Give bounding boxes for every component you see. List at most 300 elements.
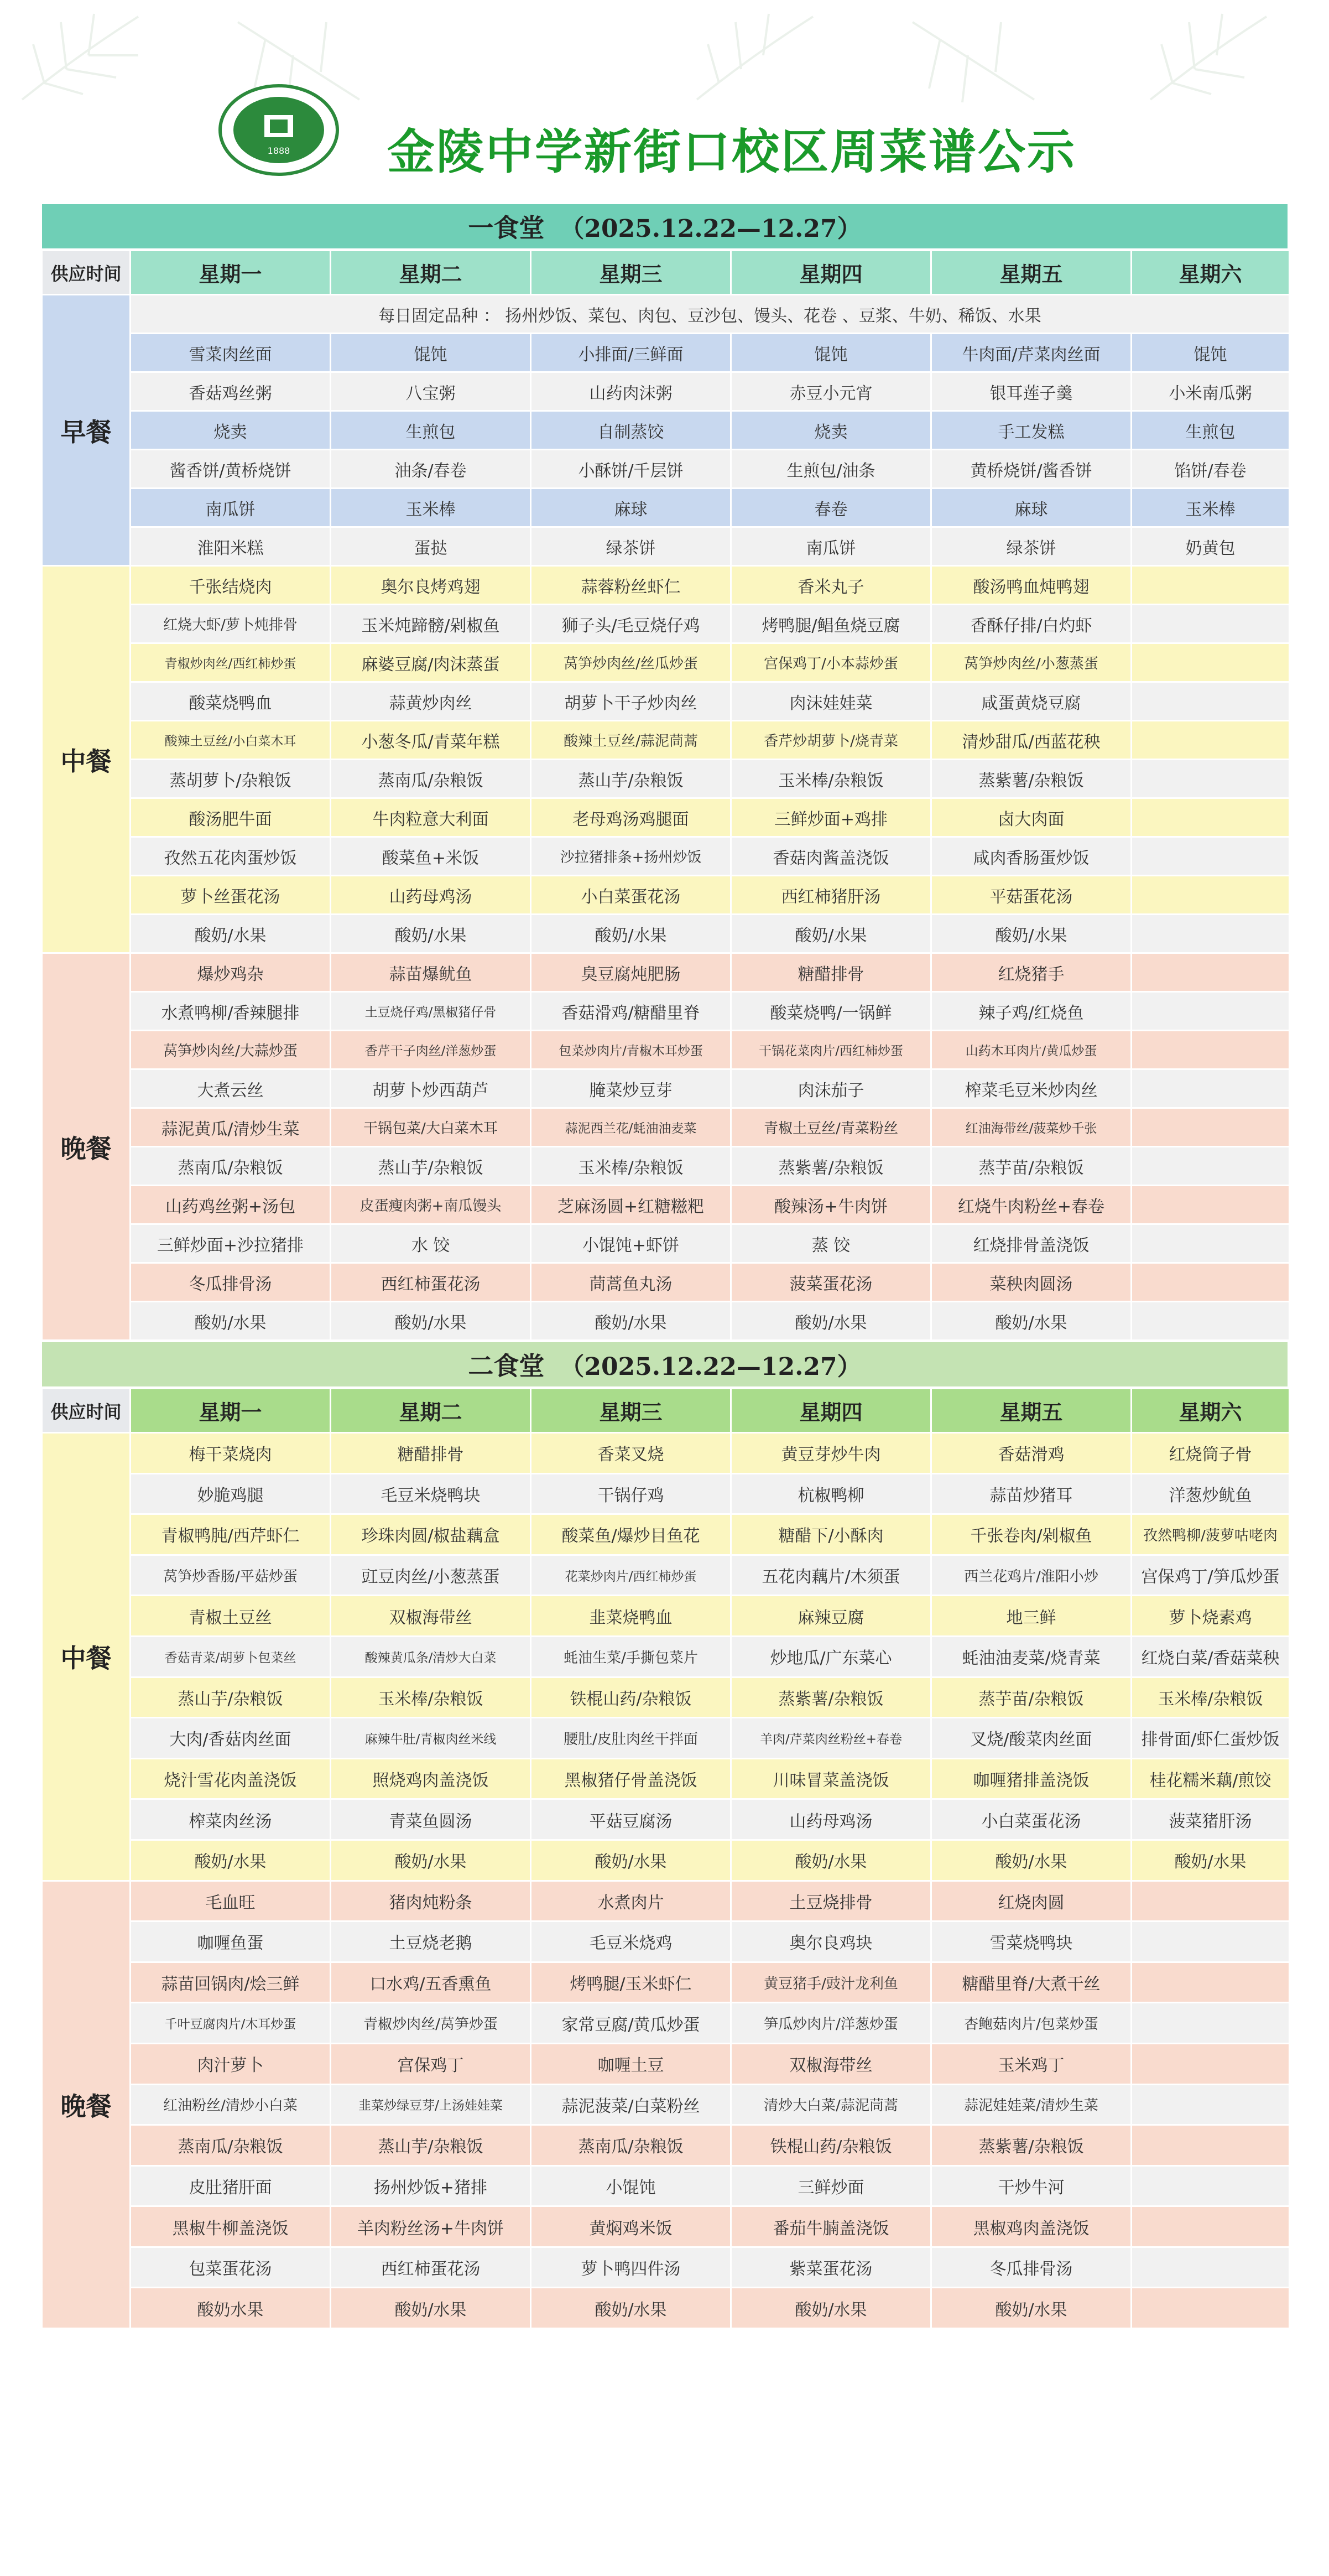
page-header — [0, 0, 1329, 199]
dish-cell: 菠菜蛋花汤 — [731, 1263, 931, 1302]
leaf-decoration-icon — [686, 11, 819, 105]
dish-cell: 酸菜烧鸭血 — [131, 682, 331, 721]
dish-cell: 包菜蛋花汤 — [131, 2247, 331, 2288]
leaf-decoration-icon — [11, 11, 144, 105]
dish-cell: 洋葱炒鱿鱼 — [1132, 1473, 1290, 1514]
dish-cell: 沙拉猪排条+扬州炒饭 — [531, 837, 731, 876]
dish-cell: 土豆烧仔鸡/黑椒猪仔骨 — [331, 992, 531, 1031]
dish-cell: 山药木耳肉片/黄瓜炒蛋 — [931, 1031, 1132, 1069]
dish-cell: 毛豆米烧鸡 — [531, 1921, 731, 1962]
dish-cell: 水 饺 — [331, 1224, 531, 1263]
dish-cell: 酸奶/水果 — [931, 2288, 1132, 2329]
dish-cell: 笋瓜炒肉片/洋葱炒蛋 — [731, 2003, 931, 2044]
dish-cell: 黑椒鸡肉盖浇饭 — [931, 2206, 1132, 2247]
dish-cell: 臭豆腐炖肥肠 — [531, 953, 731, 992]
dish-cell: 小葱冬瓜/青菜年糕 — [331, 721, 531, 760]
dish-cell: 红烧排骨盖浇饭 — [931, 1224, 1132, 1263]
dish-cell: 孜然鸭柳/菠萝咕咾肉 — [1132, 1514, 1290, 1555]
dish-cell: 南瓜饼 — [731, 527, 931, 566]
dish-cell: 蒸胡萝卜/杂粮饭 — [131, 760, 331, 798]
dish-cell: 韭菜烧鸭血 — [531, 1596, 731, 1637]
menu-row — [42, 1921, 1290, 1962]
dish-cell — [1132, 2247, 1290, 2288]
dish-cell: 油条/春卷 — [331, 450, 531, 489]
dish-cell: 老母鸡汤鸡腿面 — [531, 798, 731, 837]
menu-row — [42, 1069, 1290, 1108]
dish-cell: 炒地瓜/广东菜心 — [731, 1636, 931, 1677]
dish-cell: 桂花糯米藕/煎饺 — [1132, 1758, 1290, 1799]
menu-row — [42, 1555, 1290, 1596]
dish-cell: 酸奶/水果 — [131, 915, 331, 953]
dish-cell — [1132, 682, 1290, 721]
dish-cell: 红烧大虾/萝卜炖排骨 — [131, 605, 331, 643]
dish-cell: 酸奶/水果 — [931, 915, 1132, 953]
dish-cell: 酸奶/水果 — [731, 915, 931, 953]
menu-row — [42, 2125, 1290, 2166]
dish-cell: 西兰花鸡片/淮阳小炒 — [931, 1555, 1132, 1596]
dish-cell: 牛肉粒意大利面 — [331, 798, 531, 837]
dish-cell: 酸奶/水果 — [331, 2288, 531, 2329]
dish-cell: 奥尔良烤鸡翅 — [331, 566, 531, 605]
dish-cell: 小酥饼/千层饼 — [531, 450, 731, 489]
dish-cell: 蒸山芋/杂粮饭 — [131, 1677, 331, 1718]
menu-row — [42, 2084, 1290, 2125]
dish-cell: 麻辣牛肚/青椒肉丝米线 — [331, 1718, 531, 1759]
dish-cell: 馅饼/春卷 — [1132, 450, 1290, 489]
menu-row — [42, 1147, 1290, 1186]
dish-cell: 小米南瓜粥 — [1132, 372, 1290, 411]
dish-cell: 馄饨 — [331, 334, 531, 372]
dish-cell — [1132, 1147, 1290, 1186]
dish-cell: 杭椒鸭柳 — [731, 1473, 931, 1514]
dish-cell: 玉米棒 — [331, 489, 531, 527]
dish-cell: 山药肉沫粥 — [531, 372, 731, 411]
dish-cell: 皮蛋瘦肉粥+南瓜馒头 — [331, 1186, 531, 1224]
dish-cell: 红油粉丝/清炒小白菜 — [131, 2084, 331, 2125]
dish-cell: 酸奶/水果 — [931, 1302, 1132, 1341]
dish-cell: 淮阳米糕 — [131, 527, 331, 566]
dish-cell: 芝麻汤圆+红糖糍粑 — [531, 1186, 731, 1224]
menu-row — [42, 1224, 1290, 1263]
dish-cell: 干锅包菜/大白菜木耳 — [331, 1108, 531, 1147]
dish-cell: 蛋挞 — [331, 527, 531, 566]
dish-cell: 酸奶/水果 — [531, 915, 731, 953]
day-header: 星期一 — [131, 1389, 331, 1433]
menu-row — [42, 1514, 1290, 1555]
dish-cell: 羊肉/芹菜肉丝粉丝+春卷 — [731, 1718, 931, 1759]
dish-cell: 小排面/三鲜面 — [531, 334, 731, 372]
dish-cell: 手工发糕 — [931, 411, 1132, 450]
dish-cell: 蒜苗炒猪耳 — [931, 1473, 1132, 1514]
menu-row — [42, 837, 1290, 876]
school-logo-icon — [217, 83, 341, 177]
dish-cell: 地三鲜 — [931, 1596, 1132, 1637]
dish-cell: 香芹炒胡萝卜/烧青菜 — [731, 721, 931, 760]
dish-cell: 红油海带丝/菠菜炒千张 — [931, 1108, 1132, 1147]
dish-cell: 排骨面/虾仁蛋炒饭 — [1132, 1718, 1290, 1759]
dish-cell: 蒸南瓜/杂粮饭 — [331, 760, 531, 798]
dish-cell: 酸奶/水果 — [531, 1302, 731, 1341]
dish-cell: 蚝油生菜/手撕包菜片 — [531, 1636, 731, 1677]
dish-cell: 双椒海带丝 — [731, 2043, 931, 2084]
menu-row — [42, 1031, 1290, 1069]
dish-cell: 红烧筒子骨 — [1132, 1433, 1290, 1474]
dish-cell: 玉米棒/杂粮饭 — [331, 1677, 531, 1718]
dish-cell: 莴笋炒肉丝/丝瓜炒蛋 — [531, 643, 731, 682]
menu-row — [42, 334, 1290, 372]
dish-cell — [1132, 915, 1290, 953]
dish-cell: 酸汤肥牛面 — [131, 798, 331, 837]
dish-cell: 宫保鸡丁/小本蒜炒蛋 — [731, 643, 931, 682]
dish-cell: 馄饨 — [1132, 334, 1290, 372]
dish-cell: 平菇豆腐汤 — [531, 1799, 731, 1840]
dish-cell: 萝卜烧素鸡 — [1132, 1596, 1290, 1637]
dish-cell: 青椒炒肉丝/莴笋炒蛋 — [331, 2003, 531, 2044]
dish-cell: 糖醋里脊/大煮干丝 — [931, 1962, 1132, 2003]
dish-cell: 蒜苗回锅肉/烩三鲜 — [131, 1962, 331, 2003]
dish-cell: 宫保鸡丁 — [331, 2043, 531, 2084]
dish-cell — [1132, 1031, 1290, 1069]
meal-label-dinner: 晚餐 — [42, 953, 131, 1341]
dish-cell — [1132, 643, 1290, 682]
dish-cell: 青椒鸭肫/西芹虾仁 — [131, 1514, 331, 1555]
dish-cell: 小馄饨 — [531, 2165, 731, 2206]
menu-row — [42, 1302, 1290, 1341]
dish-cell: 蒸山芋/杂粮饭 — [331, 1147, 531, 1186]
dish-cell: 五花肉藕片/木须蛋 — [731, 1555, 931, 1596]
dish-cell: 珍珠肉圆/椒盐藕盒 — [331, 1514, 531, 1555]
dish-cell: 红烧肉圆 — [931, 1881, 1132, 1921]
dish-cell: 玉米棒/杂粮饭 — [531, 1147, 731, 1186]
dish-cell: 菜秧肉圆汤 — [931, 1263, 1132, 1302]
dish-cell: 千叶豆腐肉片/木耳炒蛋 — [131, 2003, 331, 2044]
dish-cell: 皮肚猪肝面 — [131, 2165, 331, 2206]
dish-cell: 千张结烧肉 — [131, 566, 331, 605]
dish-cell: 莴笋炒肉丝/小葱蒸蛋 — [931, 643, 1132, 682]
day-header-row — [42, 1389, 1290, 1433]
dish-cell: 红烧猪手 — [931, 953, 1132, 992]
menu-row — [42, 372, 1290, 411]
day-header-row — [42, 251, 1290, 295]
canteen1-range: （2025.12.22—12.27） — [560, 215, 862, 243]
dish-cell — [1132, 2125, 1290, 2166]
dish-cell: 蒸紫薯/杂粮饭 — [931, 2125, 1132, 2166]
menu-row — [42, 605, 1290, 643]
dish-cell: 酸汤鸭血炖鸭翅 — [931, 566, 1132, 605]
dish-cell: 绿茶饼 — [931, 527, 1132, 566]
dish-cell: 宫保鸡丁/笋瓜炒蛋 — [1132, 1555, 1290, 1596]
dish-cell — [1132, 953, 1290, 992]
dish-cell: 酸奶/水果 — [131, 1302, 331, 1341]
menu-row — [42, 876, 1290, 915]
meal-label-breakfast: 早餐 — [42, 295, 131, 566]
dish-cell: 铁棍山药/杂粮饭 — [531, 1677, 731, 1718]
dish-cell — [1132, 2165, 1290, 2206]
dish-cell: 铁棍山药/杂粮饭 — [731, 2125, 931, 2166]
dish-cell: 自制蒸饺 — [531, 411, 731, 450]
dish-cell — [1132, 721, 1290, 760]
dish-cell: 山药母鸡汤 — [731, 1799, 931, 1840]
dish-cell: 紫菜蛋花汤 — [731, 2247, 931, 2288]
menu-row — [42, 2043, 1290, 2084]
dish-cell: 干炒牛河 — [931, 2165, 1132, 2206]
dish-cell: 糖醋排骨 — [331, 1433, 531, 1474]
dish-cell: 萝卜鸭四件汤 — [531, 2247, 731, 2288]
dish-cell: 生煎包 — [331, 411, 531, 450]
dish-cell: 牛肉面/芹菜肉丝面 — [931, 334, 1132, 372]
meal-label-lunch: 中餐 — [42, 566, 131, 953]
menu-row — [42, 1473, 1290, 1514]
dish-cell: 孜然五花肉蛋炒饭 — [131, 837, 331, 876]
dish-cell: 酸菜鱼/爆炒目鱼花 — [531, 1514, 731, 1555]
dish-cell — [1132, 2206, 1290, 2247]
dish-cell: 烧卖 — [131, 411, 331, 450]
menu-row — [42, 1881, 1290, 1921]
menu-row — [42, 992, 1290, 1031]
dish-cell: 干锅花菜肉片/西红柿炒蛋 — [731, 1031, 931, 1069]
canteen1-name: 一食堂 — [468, 213, 545, 243]
dish-cell: 玉米棒/杂粮饭 — [1132, 1677, 1290, 1718]
dish-cell: 冬瓜排骨汤 — [131, 1263, 331, 1302]
dish-cell: 奶黄包 — [1132, 527, 1290, 566]
dish-cell: 冬瓜排骨汤 — [931, 2247, 1132, 2288]
dish-cell — [1132, 605, 1290, 643]
menu-row — [42, 2165, 1290, 2206]
dish-cell: 三鲜炒面+鸡排 — [731, 798, 931, 837]
dish-cell: 酸奶/水果 — [331, 1840, 531, 1881]
day-header: 星期六 — [1132, 1389, 1290, 1433]
dish-cell: 黄豆猪手/豉汁龙利鱼 — [731, 1962, 931, 2003]
dish-cell: 绿茶饼 — [531, 527, 731, 566]
canteen2-menu-table — [41, 1388, 1290, 2329]
dish-cell: 包菜炒肉片/青椒木耳炒蛋 — [531, 1031, 731, 1069]
dish-cell: 平菇蛋花汤 — [931, 876, 1132, 915]
dish-cell: 莴笋炒肉丝/大蒜炒蛋 — [131, 1031, 331, 1069]
menu-row — [42, 798, 1290, 837]
day-header: 星期二 — [331, 251, 531, 295]
dish-cell: 酱香饼/黄桥烧饼 — [131, 450, 331, 489]
dish-cell: 酸菜烧鸭/一锅鲜 — [731, 992, 931, 1031]
menu-row — [42, 1108, 1290, 1147]
dish-cell: 蒸芋苗/杂粮饭 — [931, 1677, 1132, 1718]
dish-cell: 辣子鸡/红烧鱼 — [931, 992, 1132, 1031]
dish-cell: 小白菜蛋花汤 — [531, 876, 731, 915]
dish-cell: 香菇滑鸡 — [931, 1433, 1132, 1474]
dish-cell: 土豆烧排骨 — [731, 1881, 931, 1921]
fixed-items: 每日固定品种 ： 扬州炒饭、菜包、肉包、豆沙包、馒头、花卷 、豆浆、牛奶、稀饭、水果 — [131, 295, 1290, 334]
dish-cell: 香菇鸡丝粥 — [131, 372, 331, 411]
menu-row — [42, 1186, 1290, 1224]
menu-row — [42, 1840, 1290, 1881]
dish-cell: 口水鸡/五香熏鱼 — [331, 1962, 531, 2003]
menu-row — [42, 1677, 1290, 1718]
dish-cell: 蒜泥菠菜/白菜粉丝 — [531, 2084, 731, 2125]
dish-cell: 蒜泥黄瓜/清炒生菜 — [131, 1108, 331, 1147]
dish-cell: 菠菜猪肝汤 — [1132, 1799, 1290, 1840]
dish-cell: 香米丸子 — [731, 566, 931, 605]
dish-cell: 黄桥烧饼/酱香饼 — [931, 450, 1132, 489]
dish-cell: 大煮云丝 — [131, 1069, 331, 1108]
dish-cell: 烤鸭腿/玉米虾仁 — [531, 1962, 731, 2003]
dish-cell: 毛血旺 — [131, 1881, 331, 1921]
dish-cell: 生煎包/油条 — [731, 450, 931, 489]
menu-row — [42, 2288, 1290, 2329]
dish-cell: 卤大肉面 — [931, 798, 1132, 837]
dish-cell — [1132, 1881, 1290, 1921]
dish-cell: 糖醋下/小酥肉 — [731, 1514, 931, 1555]
dish-cell: 妙脆鸡腿 — [131, 1473, 331, 1514]
dish-cell: 青椒炒肉丝/西红柿炒蛋 — [131, 643, 331, 682]
meal-label-dinner: 晚餐 — [42, 1881, 131, 2329]
dish-cell: 酸菜鱼+米饭 — [331, 837, 531, 876]
dish-cell: 玉米棒 — [1132, 489, 1290, 527]
leaf-decoration-icon — [907, 11, 1040, 105]
dish-cell: 莴笋炒香肠/平菇炒蛋 — [131, 1555, 331, 1596]
day-header: 星期五 — [931, 251, 1132, 295]
dish-cell: 酸奶/水果 — [731, 1302, 931, 1341]
fixed-items-row — [42, 295, 1290, 334]
dish-cell: 小白菜蛋花汤 — [931, 1799, 1132, 1840]
dish-cell — [1132, 876, 1290, 915]
dish-cell: 蒜苗爆鱿鱼 — [331, 953, 531, 992]
dish-cell: 蒸南瓜/杂粮饭 — [131, 2125, 331, 2166]
dish-cell: 水煮肉片 — [531, 1881, 731, 1921]
leaf-decoration-icon — [1139, 11, 1272, 105]
dish-cell: 肉沫茄子 — [731, 1069, 931, 1108]
dish-cell: 双椒海带丝 — [331, 1596, 531, 1637]
dish-cell: 蒜蓉粉丝虾仁 — [531, 566, 731, 605]
dish-cell: 香菇滑鸡/糖醋里脊 — [531, 992, 731, 1031]
dish-cell — [1132, 2084, 1290, 2125]
dish-cell: 烧卖 — [731, 411, 931, 450]
dish-cell: 酸奶/水果 — [531, 1840, 731, 1881]
dish-cell: 红烧白菜/香菇菜秧 — [1132, 1636, 1290, 1677]
dish-cell: 清炒甜瓜/西蓝花秧 — [931, 721, 1132, 760]
dish-cell: 雪菜烧鸭块 — [931, 1921, 1132, 1962]
menu-row — [42, 1718, 1290, 1759]
dish-cell: 酸奶/水果 — [731, 2288, 931, 2329]
dish-cell: 青椒土豆丝/青菜粉丝 — [731, 1108, 931, 1147]
dish-cell: 南瓜饼 — [131, 489, 331, 527]
dish-cell: 黄焖鸡米饭 — [531, 2206, 731, 2247]
canteen1-banner — [41, 203, 1289, 250]
dish-cell: 蒸南瓜/杂粮饭 — [131, 1147, 331, 1186]
dish-cell — [1132, 1186, 1290, 1224]
dish-cell: 西红柿蛋花汤 — [331, 2247, 531, 2288]
dish-cell: 山药鸡丝粥+汤包 — [131, 1186, 331, 1224]
canteen2-name: 二食堂 — [468, 1351, 545, 1381]
dish-cell: 咖喱鱼蛋 — [131, 1921, 331, 1962]
dish-cell: 干锅仔鸡 — [531, 1473, 731, 1514]
dish-cell: 西红柿猪肝汤 — [731, 876, 931, 915]
supply-time-label: 供应时间 — [42, 251, 131, 295]
dish-cell: 豇豆肉丝/小葱蒸蛋 — [331, 1555, 531, 1596]
menu-row — [42, 643, 1290, 682]
dish-cell: 麻婆豆腐/肉沫蒸蛋 — [331, 643, 531, 682]
dish-cell: 蒸紫薯/杂粮饭 — [931, 760, 1132, 798]
dish-cell: 韭菜炒绿豆芽/上汤娃娃菜 — [331, 2084, 531, 2125]
menu-row — [42, 1263, 1290, 1302]
dish-cell: 糖醋排骨 — [731, 953, 931, 992]
dish-cell: 春卷 — [731, 489, 931, 527]
dish-cell: 梅干菜烧肉 — [131, 1433, 331, 1474]
dish-cell — [1132, 2003, 1290, 2044]
dish-cell: 馄饨 — [731, 334, 931, 372]
dish-cell: 青菜鱼圆汤 — [331, 1799, 531, 1840]
dish-cell: 酸辣黄瓜条/清炒大白菜 — [331, 1636, 531, 1677]
dish-cell: 蒜泥西兰花/蚝油油麦菜 — [531, 1108, 731, 1147]
dish-cell — [1132, 1921, 1290, 1962]
dish-cell — [1132, 566, 1290, 605]
dish-cell: 小馄饨+虾饼 — [531, 1224, 731, 1263]
dish-cell: 榨菜肉丝汤 — [131, 1799, 331, 1840]
dish-cell: 奥尔良鸡块 — [731, 1921, 931, 1962]
dish-cell: 蒸山芋/杂粮饭 — [531, 760, 731, 798]
dish-cell: 蒜泥娃娃菜/清炒生菜 — [931, 2084, 1132, 2125]
dish-cell: 土豆烧老鹅 — [331, 1921, 531, 1962]
menu-row — [42, 450, 1290, 489]
dish-cell: 烤鸭腿/鲳鱼烧豆腐 — [731, 605, 931, 643]
dish-cell: 千张卷肉/剁椒鱼 — [931, 1514, 1132, 1555]
dish-cell: 三鲜炒面+沙拉猪排 — [131, 1224, 331, 1263]
dish-cell: 麻球 — [531, 489, 731, 527]
dish-cell: 酸奶/水果 — [931, 1840, 1132, 1881]
dish-cell: 香菇青菜/胡萝卜包菜丝 — [131, 1636, 331, 1677]
dish-cell — [1132, 1224, 1290, 1263]
dish-cell: 酸辣土豆丝/小白菜木耳 — [131, 721, 331, 760]
dish-cell: 麻球 — [931, 489, 1132, 527]
dish-cell — [1132, 1962, 1290, 2003]
dish-cell: 麻辣豆腐 — [731, 1596, 931, 1637]
dish-cell: 酸奶/水果 — [331, 1302, 531, 1341]
dish-cell: 肉沫娃娃菜 — [731, 682, 931, 721]
day-header: 星期四 — [731, 1389, 931, 1433]
dish-cell: 胡萝卜干子炒肉丝 — [531, 682, 731, 721]
dish-cell: 腰肚/皮肚肉丝干拌面 — [531, 1718, 731, 1759]
menu-row — [42, 721, 1290, 760]
dish-cell — [1132, 1302, 1290, 1341]
dish-cell: 酸奶/水果 — [331, 915, 531, 953]
menu-row — [42, 1433, 1290, 1474]
dish-cell: 蒜黄炒肉丝 — [331, 682, 531, 721]
dish-cell: 八宝粥 — [331, 372, 531, 411]
menu-row — [42, 1962, 1290, 2003]
menu-row — [42, 1596, 1290, 1637]
canteen2-banner — [41, 1341, 1289, 1388]
dish-cell: 咖喱土豆 — [531, 2043, 731, 2084]
dish-cell: 酸奶/水果 — [731, 1840, 931, 1881]
dish-cell — [1132, 1263, 1290, 1302]
menu-row — [42, 2003, 1290, 2044]
dish-cell — [1132, 2288, 1290, 2329]
dish-cell: 照烧鸡肉盖浇饭 — [331, 1758, 531, 1799]
dish-cell: 腌菜炒豆芽 — [531, 1069, 731, 1108]
dish-cell: 咖喱猪排盖浇饭 — [931, 1758, 1132, 1799]
menu-row — [42, 1636, 1290, 1677]
dish-cell: 胡萝卜炒西葫芦 — [331, 1069, 531, 1108]
canteen2-range: （2025.12.22—12.27） — [560, 1353, 862, 1381]
dish-cell: 叉烧/酸菜肉丝面 — [931, 1718, 1132, 1759]
dish-cell: 蒸紫薯/杂粮饭 — [731, 1147, 931, 1186]
dish-cell: 山药母鸡汤 — [331, 876, 531, 915]
menu-row — [42, 915, 1290, 953]
dish-cell: 猪肉炖粉条 — [331, 1881, 531, 1921]
dish-cell: 扬州炒饭+猪排 — [331, 2165, 531, 2206]
dish-cell: 赤豆小元宵 — [731, 372, 931, 411]
dish-cell: 番茄牛腩盖浇饭 — [731, 2206, 931, 2247]
dish-cell: 家常豆腐/黄瓜炒蛋 — [531, 2003, 731, 2044]
dish-cell: 香菜叉烧 — [531, 1433, 731, 1474]
